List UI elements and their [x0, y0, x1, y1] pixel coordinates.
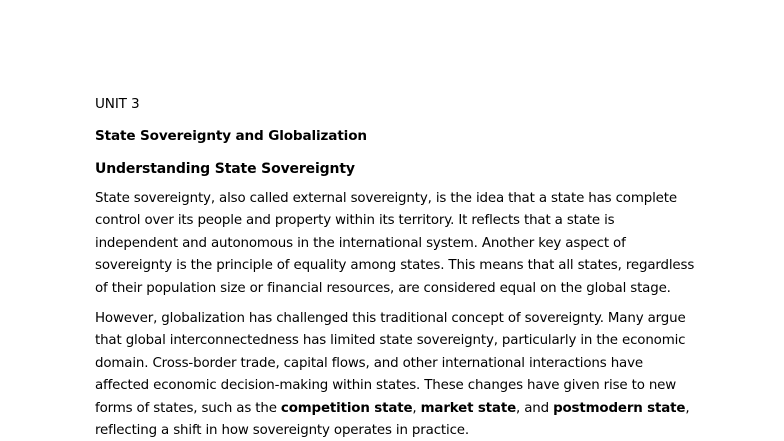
term-competition-state: competition state: [280, 400, 413, 416]
paragraph-2-text-before: However, globalization has challenged this traditional concept of sovereignty. Many argue that global interconnectedness has limited state sovereignty, particularly in the economic domain. Cross-border trade, capital flows, and other international interactions have affected economic decision-making within states. These changes have given rise to new forms of states, such as the: [95, 311, 686, 416]
document-body: [95, 92, 695, 441]
paragraph-1: State sovereignty, also called external sovereignty, is the idea that a state has complete control over its people and property within its territory. It reflects that a state is independent and autonomous in the international system. Another key aspect of sovereignty is the principle of equality among states. This means that all states, regardless of their population size or financial resources, are considered equal on the global stage.: [95, 191, 695, 296]
paragraph-2-separator-2: , and: [516, 400, 554, 416]
unit-label: UNIT 3: [95, 96, 140, 112]
document-title: State Sovereignty and Globalization: [95, 128, 367, 144]
section-heading: Understanding State Sovereignty: [95, 161, 355, 177]
term-postmodern-state: postmodern state: [553, 400, 686, 416]
paragraph-2-separator-1: ,: [412, 400, 421, 416]
paragraph-2-text-after: , reflecting a shift in how sovereignty operates in practice.: [95, 400, 690, 439]
paragraph-2: [95, 308, 695, 441]
term-market-state: market state: [420, 400, 516, 416]
